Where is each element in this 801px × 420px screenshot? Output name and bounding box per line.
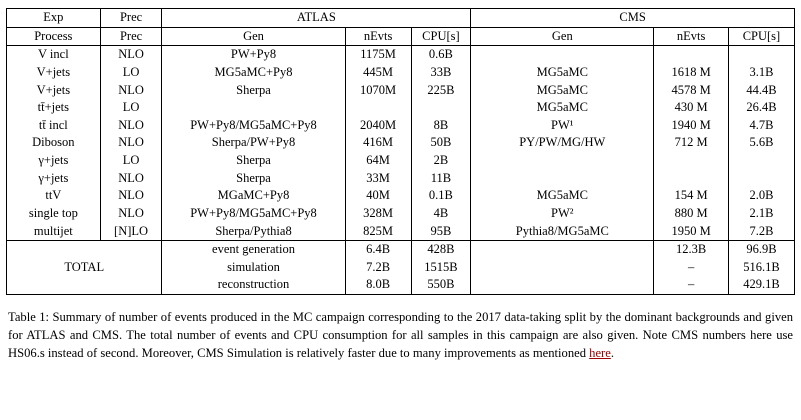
cell-cms-cpu [728,46,794,64]
cell-atlas-cpu: 2B [411,152,471,170]
header-atlas-nevts: nEvts [345,27,411,46]
cell-cms-gen [471,152,654,170]
cell-cms-gen: MG5aMC [471,99,654,117]
cell-atlas-nevts: 328M [345,205,411,223]
cell-atlas-nevts: 64M [345,152,411,170]
cell-prec: NLO [100,117,162,135]
cell-cms-nevts [654,152,729,170]
cell-atlas-gen: Sherpa [162,152,345,170]
header-atlas-cpu: CPU[s] [411,27,471,46]
cell-cms-nevts: 1940 M [654,117,729,135]
total-stage: event generation [162,241,345,259]
header-atlas-gen: Gen [162,27,345,46]
cell-cms-gen: PW² [471,205,654,223]
cell-cms-nevts: 880 M [654,205,729,223]
cell-atlas-cpu: 0.1B [411,187,471,205]
cell-prec: [N]LO [100,223,162,241]
header-cms-nevts: nEvts [654,27,729,46]
total-cms-cpu: 429.1B [728,276,794,294]
cell-cms-cpu: 26.4B [728,99,794,117]
cell-prec: LO [100,64,162,82]
table-caption [8,309,793,363]
cell-cms-gen: Pythia8/MG5aMC [471,223,654,241]
total-cms-cpu: 96.9B [728,241,794,259]
cell-prec: NLO [100,134,162,152]
table-header-group-row [7,9,795,28]
cell-atlas-cpu: 8B [411,117,471,135]
table-row [7,223,795,241]
cell-atlas-nevts: 1070M [345,82,411,100]
cell-atlas-nevts: 416M [345,134,411,152]
cell-prec: NLO [100,82,162,100]
cell-cms-cpu: 44.4B [728,82,794,100]
cell-cms-nevts [654,170,729,188]
cell-prec: NLO [100,205,162,223]
cell-process: ttV [7,187,101,205]
cell-prec: NLO [100,170,162,188]
cell-cms-gen: MG5aMC [471,187,654,205]
header-prec-top: Prec [100,9,162,28]
total-stage: simulation [162,259,345,277]
header-cms-cpu: CPU[s] [728,27,794,46]
cell-prec: LO [100,152,162,170]
cell-atlas-cpu: 11B [411,170,471,188]
total-cms-gen [471,276,654,294]
cell-cms-cpu [728,170,794,188]
cell-cms-gen: PW¹ [471,117,654,135]
cell-cms-nevts: 430 M [654,99,729,117]
total-cms-nevts: 12.3B [654,241,729,259]
header-process: Process [7,27,101,46]
cell-atlas-gen: MG5aMC+Py8 [162,64,345,82]
cell-cms-gen: MG5aMC [471,64,654,82]
table-row [7,82,795,100]
total-cms-gen [471,241,654,259]
total-cms-cpu: 516.1B [728,259,794,277]
cell-cms-nevts: 1950 M [654,223,729,241]
total-atlas-cpu: 428B [411,241,471,259]
cell-atlas-gen: PW+Py8/MG5aMC+Py8 [162,117,345,135]
header-atlas: ATLAS [162,9,471,28]
table-page [0,8,801,420]
table-header-row [7,27,795,46]
cell-atlas-nevts: 33M [345,170,411,188]
total-atlas-nevts: 8.0B [345,276,411,294]
table-row [7,46,795,64]
cell-atlas-cpu: 33B [411,64,471,82]
caption-label: Table 1: [8,310,50,324]
cell-atlas-cpu: 4B [411,205,471,223]
cell-atlas-nevts: 40M [345,187,411,205]
cell-process: γ+jets [7,170,101,188]
cell-process: tt̄ incl [7,117,101,135]
table-row [7,117,795,135]
cell-cms-gen [471,46,654,64]
table-bottom-rule [7,295,795,296]
cell-atlas-gen [162,99,345,117]
table-row [7,64,795,82]
cell-process: multijet [7,223,101,241]
table-row [7,152,795,170]
cell-cms-cpu: 7.2B [728,223,794,241]
table-row [7,187,795,205]
cell-process: Diboson [7,134,101,152]
cell-atlas-cpu: 0.6B [411,46,471,64]
cell-atlas-gen: PW+Py8 [162,46,345,64]
caption-link[interactable]: here [589,345,611,360]
table-row [7,170,795,188]
cell-process: single top [7,205,101,223]
total-atlas-cpu: 1515B [411,259,471,277]
cell-atlas-nevts: 2040M [345,117,411,135]
total-label: TOTAL [7,241,162,295]
cell-cms-gen: PY/PW/MG/HW [471,134,654,152]
cell-cms-nevts: 4578 M [654,82,729,100]
table-row [7,134,795,152]
mc-campaign-summary-table [6,8,795,295]
cell-atlas-cpu: 50B [411,134,471,152]
cell-atlas-nevts [345,99,411,117]
caption-text-1: Summary of number of events produced in the MC campaign corresponding to the 2017 data-taking split by the dominant backgrounds and given for ATLAS and CMS. The total number of events and CPU consumption for all samples in this campaign are also given. Note CMS numbers here use HS06.s instead of second. Moreover, CMS Simulation is relatively faster due to many improvements as mentioned [8,310,794,360]
cell-atlas-gen: MGaMC+Py8 [162,187,345,205]
cell-atlas-gen: PW+Py8/MG5aMC+Py8 [162,205,345,223]
cell-prec: NLO [100,187,162,205]
cell-process: V incl [7,46,101,64]
total-row [7,241,795,259]
total-atlas-nevts: 7.2B [345,259,411,277]
cell-cms-cpu: 4.7B [728,117,794,135]
cell-prec: LO [100,99,162,117]
cell-cms-nevts: 1618 M [654,64,729,82]
cell-prec: NLO [100,46,162,64]
cell-atlas-cpu: 95B [411,223,471,241]
cell-process: V+jets [7,82,101,100]
cell-cms-cpu: 2.0B [728,187,794,205]
cell-process: tt̄+jets [7,99,101,117]
cell-atlas-gen: Sherpa [162,82,345,100]
cell-process: V+jets [7,64,101,82]
cell-atlas-nevts: 445M [345,64,411,82]
header-cms-gen: Gen [471,27,654,46]
total-cms-nevts: – [654,276,729,294]
cell-cms-cpu: 2.1B [728,205,794,223]
cell-atlas-gen: Sherpa/Pythia8 [162,223,345,241]
cell-cms-nevts: 154 M [654,187,729,205]
cell-cms-gen: MG5aMC [471,82,654,100]
cell-atlas-gen: Sherpa/PW+Py8 [162,134,345,152]
cell-atlas-nevts: 825M [345,223,411,241]
header-exp: Exp [7,9,101,28]
total-cms-gen [471,259,654,277]
cell-cms-nevts [654,46,729,64]
caption-text-2: . [610,345,614,360]
cell-atlas-cpu: 225B [411,82,471,100]
cell-atlas-cpu [411,99,471,117]
cell-atlas-gen: Sherpa [162,170,345,188]
cell-cms-gen [471,170,654,188]
total-atlas-cpu: 550B [411,276,471,294]
total-atlas-nevts: 6.4B [345,241,411,259]
header-prec: Prec [100,27,162,46]
cell-process: γ+jets [7,152,101,170]
cell-cms-cpu: 5.6B [728,134,794,152]
header-cms: CMS [471,9,795,28]
cell-atlas-nevts: 1175M [345,46,411,64]
table-row [7,99,795,117]
table-row [7,205,795,223]
total-cms-nevts: – [654,259,729,277]
cell-cms-cpu: 3.1B [728,64,794,82]
total-stage: reconstruction [162,276,345,294]
cell-cms-cpu [728,152,794,170]
cell-cms-nevts: 712 M [654,134,729,152]
